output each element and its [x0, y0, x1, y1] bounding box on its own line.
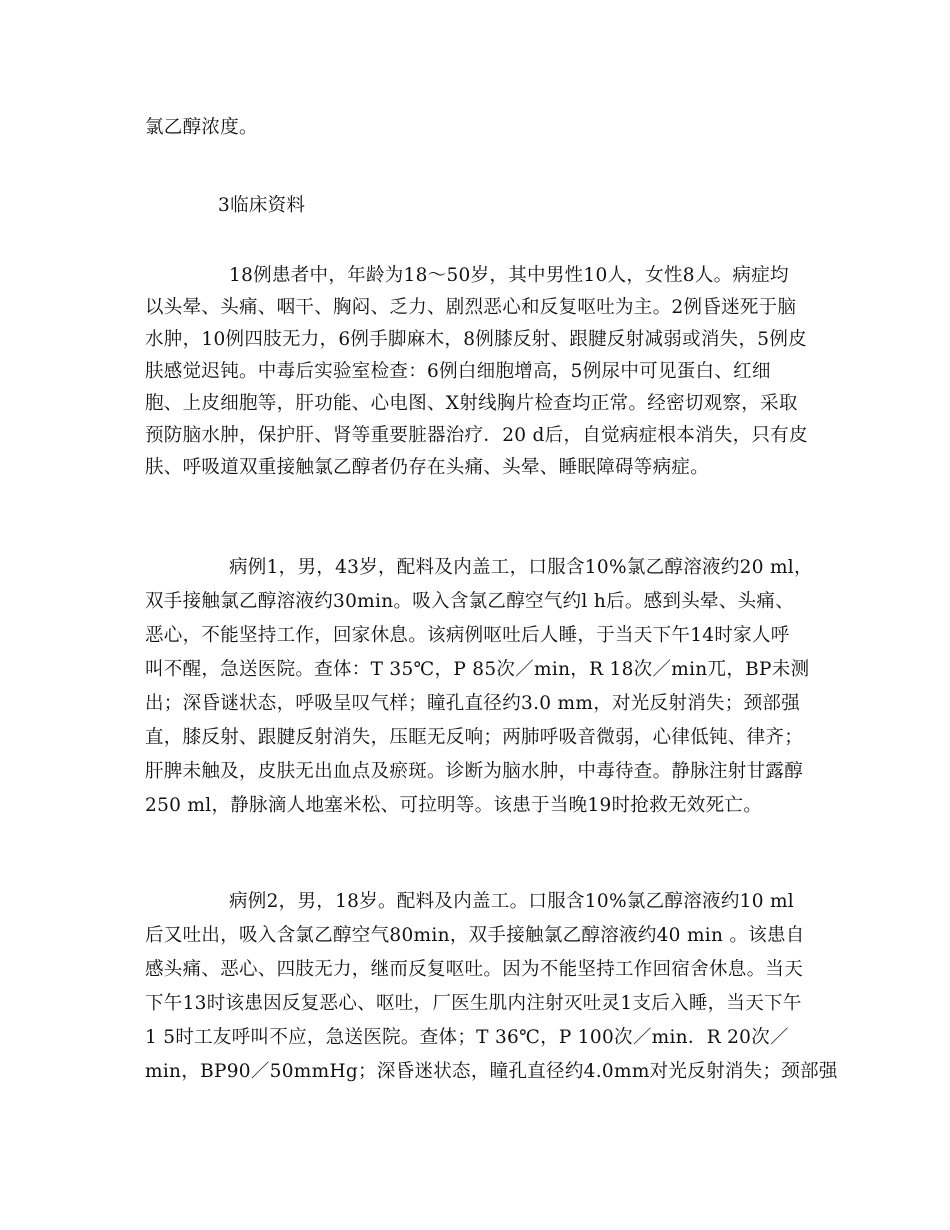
paragraph-line: 直，膝反射、跟腱反射消失，压眶无反响；两肺呼吸音微弱，心律低钝、律齐； [145, 727, 804, 748]
paragraph-line: 胞、上皮细胞等，肝功能、心电图、X射线胸片检查均正常。经密切观察，采取 [145, 393, 798, 414]
paragraph-line: 肤感觉迟钝。中毒后实验室检查：6例白细胞增高，5例尿中可见蛋白、红细 [145, 361, 771, 382]
paragraph-line: 以头晕、头痛、咽干、胸闷、乏力、剧烈恶心和反复呕吐为主。2例昏迷死于脑 [145, 297, 797, 318]
paragraph-line: 恶心，不能坚持工作，回家休息。该病例呕吐后人睡，于当天下午14时家人呼 [145, 625, 790, 646]
paragraph-line: min，BP90／50mmHg；深昏迷状态，瞳孔直径约4.0mm对光反射消失；颈部强 [145, 1061, 838, 1082]
paragraph-line: 预防脑水肿，保护肝、肾等重要脏器治疗．20 d后，自觉病症根本消失，只有皮 [145, 425, 808, 446]
paragraph-line: 病例2，男，18岁。配料及内盖工。口服含10%氯乙醇溶液约10 ml [229, 891, 795, 912]
paragraph-line: 下午13时该患因反复恶心、呕吐，厂医生肌内注射灭吐灵1支后入睡，当天下午 [145, 993, 802, 1014]
paragraph-line: 叫不醒，急送医院。查体：T 35℃，P 85次／min，R 18次／min兀，BP未测 [145, 659, 810, 680]
paragraph-line: 250 ml，静脉滴人地塞米松、可拉明等。该患于当晚19时抢救无效死亡。 [145, 795, 762, 816]
paragraph-line: 双手接触氯乙醇溶液约30min。吸入含氯乙醇空气约l h后。感到头晕、头痛、 [145, 591, 795, 612]
paragraph-line: 肝脾未触及，皮肤无出血点及瘀斑。诊断为脑水肿，中毒待查。静脉注射甘露醇 [145, 761, 804, 782]
section-heading: 3临床资料 [218, 195, 306, 216]
paragraph-line: 病例1，男，43岁，配料及内盖工，口服含10%氯乙醇溶液约20 ml， [229, 557, 813, 578]
paragraph-line: 18例患者中，年龄为18～50岁，其中男性10人，女性8人。病症均 [229, 265, 789, 286]
paragraph-line: 水肿，10例四肢无力，6例手脚麻木，8例膝反射、跟腱反射减弱或消失，5例皮 [145, 329, 807, 350]
paragraph-line: 后又吐出，吸入含氯乙醇空气80min，双手接触氯乙醇溶液约40 min 。该患自 [145, 925, 805, 946]
paragraph-line: 肤、呼吸道双重接触氯乙醇者仍存在头痛、头晕、睡眠障碍等病症。 [145, 457, 710, 478]
continuation-line: 氯乙醇浓度。 [145, 117, 258, 138]
paragraph-line: 1 5时工友呼叫不应，急送医院。查体；T 36℃，P 100次／min．R 20次／ [145, 1027, 789, 1048]
paragraph-line: 感头痛、恶心、四肢无力，继而反复呕吐。因为不能坚持工作回宿舍休息。当天 [145, 959, 804, 980]
paragraph-line: 出；深昏谜状态，呼吸呈叹气样；瞳孔直径约3.0 mm，对光反射消失；颈部强 [145, 693, 800, 714]
